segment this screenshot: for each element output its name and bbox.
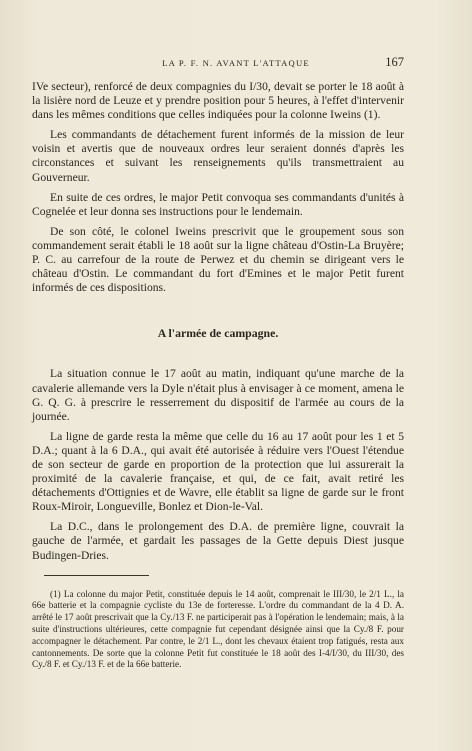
footnote-divider bbox=[44, 575, 149, 576]
paragraph-3: En suite de ces ordres, le major Petit convoqua ses commandants d'unités à Cognelée et leur donna ses instructions pour le lendemain. bbox=[32, 190, 404, 218]
paragraph-2: Les commandants de détachement furent informés de la mission de leur voisin et avertis que de nouveaux ordres leur seraient donnés d'après les circonstances et suivant les renseignements qu'ils transmettraient au Gouverneur. bbox=[32, 128, 404, 184]
paragraph-4: De son côté, le colonel Iweins prescrivit que le groupement sous son commandement serait établi le 18 août sur la ligne château d'Ostin-La Bruyère; P. C. au carrefour de la route de Perwez et du chemin se dirigeant vers le château d'Ostin. Le commandant du fort d'Emines et le major Petit furent informés de ces dispositions. bbox=[32, 224, 404, 295]
footnote: (1) La colonne du major Petit, constituée depuis le 14 août, comprenait le III/30, le 2/1 L., la 66e batterie et la compagnie cycliste du 13e de forteresse. L'ordre du commandant de la 4 D. A. arrêté le 17 août prescrivait que la Cy./13 F. ne participerait pas à l'opération le lendemain; mais, à la suite d'instructions ultérieures, cette compagnie fut cependant désignée ainsi que la Cy./8 F. pour accompagner le détachement. Par contre, le 2/1 L., dont les chevaux étaient trop fatigués, resta aux cantonnements. De sorte que la colonne Petit fut constituée le 18 août des I-4/I/30, du III/30, des Cy./8 F. et Cy./13 F. et de la 66e batterie. bbox=[32, 588, 404, 670]
body-text bbox=[32, 80, 404, 677]
paragraph-1: IVe secteur), renforcé de deux compagnies du I/30, devait se porter le 18 août à la lisière nord de Leuze et y prendre position pour 5 heures, à l'effet d'intervenir dans les mêmes conditions que celles indiquées pour la colonne Iweins (1). bbox=[32, 80, 404, 122]
section-title: A l'armée de campagne. bbox=[157, 326, 279, 341]
running-head: LA P. F. N. AVANT L'ATTAQUE bbox=[162, 58, 310, 68]
section-paragraph-3: La D.C., dans le prolongement des D.A. de première ligne, couvrait la gauche de l'armée, et gardait les passages de la Gette depuis Diest jusque Budingen-Dries. bbox=[32, 520, 404, 562]
section-paragraph-1: La situation connue le 17 août au matin, indiquant qu'une marche de la cavalerie allemande vers la Dyle n'était plus à envisager à ce moment, amena le G. Q. G. à prescrire le resserrement du dispositif de l'armée au cours de la journée. bbox=[32, 367, 404, 423]
page-header bbox=[0, 55, 472, 74]
section-paragraph-2: La ligne de garde resta la même que celle du 16 au 17 août pour les 1 et 5 D.A.; quant à la 6 D.A., qui avait été autorisée à réduire vers l'Ouest l'étendue de son secteur de garde en proportion de la protection que lui assurerait la proximité de la cavalerie française, et qui, de ce fait, avait retiré les détachements d'Ottignies et de Wavre, elle établit sa ligne de garde sur le front Roux-Miroir, Longueville, Bonlez et Dion-le-Val. bbox=[32, 429, 404, 514]
page-number: 167 bbox=[385, 55, 404, 69]
